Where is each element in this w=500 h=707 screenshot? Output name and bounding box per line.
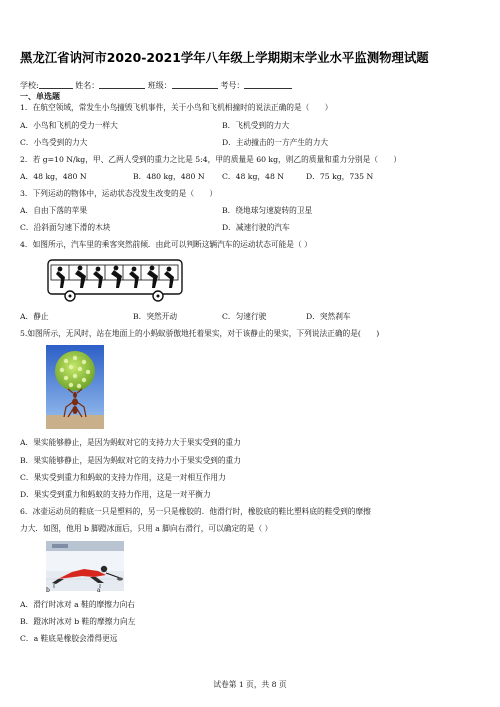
curling-player-photo <box>46 541 124 591</box>
question-4-option-d[interactable]: D．突然刹车 <box>306 312 351 321</box>
question-4-stem: 4．如图所示，汽车里的乘客突然前倾．由此可以判断这辆汽车的运动状态可能是（ ） <box>20 240 312 249</box>
section-heading: 一、单选题 <box>20 92 60 101</box>
question-1-option-a[interactable]: A．小鸟和飞机的受力一样大 <box>20 121 118 130</box>
question-4-option-b[interactable]: B．突然开动 <box>133 312 178 321</box>
question-4-option-a[interactable]: A．静止 <box>20 312 49 321</box>
question-3-option-c[interactable]: C．沿斜面匀速下滑的木块 <box>20 223 111 232</box>
question-2-option-c[interactable]: C．48 kg，48 N <box>222 172 285 181</box>
figure-label-b: b <box>46 587 50 594</box>
question-1-option-c[interactable]: C．小鸟受到的力大 <box>20 138 88 147</box>
question-1-stem: 1．在航空领域，常发生小鸟撞毁飞机事件，关于小鸟和飞机相撞时的说法正确的是（ ） <box>20 103 333 112</box>
question-5-stem: 5.如图所示，无风时，站在地面上的小蚂蚁骄傲地托着果实，对于该静止的果实，下列说法正确的是( ) <box>20 329 380 338</box>
name-blank[interactable] <box>99 80 145 89</box>
question-6-option-a[interactable]: A．滑行时冰对 a 鞋的摩擦力向右 <box>20 600 135 609</box>
question-6-stem: 6．冰壶运动员的鞋底一只是塑料的，另一只是橡胶的．他滑行时，橡胶底的鞋比塑料底的鞋受到的摩擦 <box>20 507 371 516</box>
question-2-option-d[interactable]: D．75 kg，735 N <box>306 172 374 181</box>
class-blank[interactable] <box>172 80 218 89</box>
question-6-option-b[interactable]: B．蹬冰时冰对 b 鞋的摩擦力向左 <box>20 617 136 626</box>
school-blank[interactable] <box>39 80 73 89</box>
question-5-option-c[interactable]: C．果实受到重力和蚂蚁的支持力作用，这是一对相互作用力 <box>20 473 226 482</box>
ant-holding-fruit-photo <box>46 345 104 429</box>
question-5-option-b[interactable]: B．果实能够静止，是因为蚂蚁对它的支持力小于果实受到的重力 <box>20 456 241 465</box>
question-1-option-b[interactable]: B．飞机受到的力大 <box>222 121 290 130</box>
question-6-stem-continued: 力大．如图，他用 b 脚蹬冰面后，只用 a 脚向右滑行，可以确定的是（ ） <box>20 524 273 533</box>
page-footer: 试卷第 1 页，共 8 页 <box>213 680 287 689</box>
question-4-option-c[interactable]: C．匀速行驶 <box>222 312 267 321</box>
figure-label-a: a <box>97 587 101 594</box>
question-3-option-a[interactable]: A．自由下落的苹果 <box>20 206 88 215</box>
page-title: 黑龙江省讷河市2020-2021学年八年级上学期期末学业水平监测物理试题 <box>20 50 429 65</box>
question-3-stem: 3．下列运动的物体中，运动状态没发生改变的是（ ） <box>20 189 218 198</box>
question-3-option-d[interactable]: D．减速行驶的汽车 <box>222 223 290 232</box>
exam-no-label: 考号： <box>220 81 245 90</box>
question-2-option-b[interactable]: B．480 kg，480 N <box>133 172 205 181</box>
question-2-option-a[interactable]: A．48 kg，480 N <box>20 172 87 181</box>
name-label: 姓名： <box>75 81 100 90</box>
question-6-option-c[interactable]: C．a 鞋底是橡胶会滑得更远 <box>20 634 118 643</box>
question-5-option-d[interactable]: D．果实受到重力和蚂蚁的支持力作用，这是一对平衡力 <box>20 490 211 499</box>
question-3-option-b[interactable]: B．绕地球匀速旋转的卫星 <box>222 206 313 215</box>
exam-no-blank[interactable] <box>244 80 292 89</box>
question-2-stem: 2．若 g=10 N/kg，甲、乙两人受到的重力之比是 5:4，甲的质量是 60 kg，则乙的质量和重力分别是（ ） <box>20 155 402 164</box>
question-1-option-d[interactable]: D．主动撞击的一方产生的力大 <box>222 138 329 147</box>
bus-passengers-figure <box>46 256 186 304</box>
student-info-line <box>20 80 292 91</box>
class-label: 班级： <box>147 81 172 90</box>
question-5-option-a[interactable]: A．果实能够静止，是因为蚂蚁对它的支持力大于果实受到的重力 <box>20 438 241 447</box>
school-label: 学校: <box>20 81 39 90</box>
